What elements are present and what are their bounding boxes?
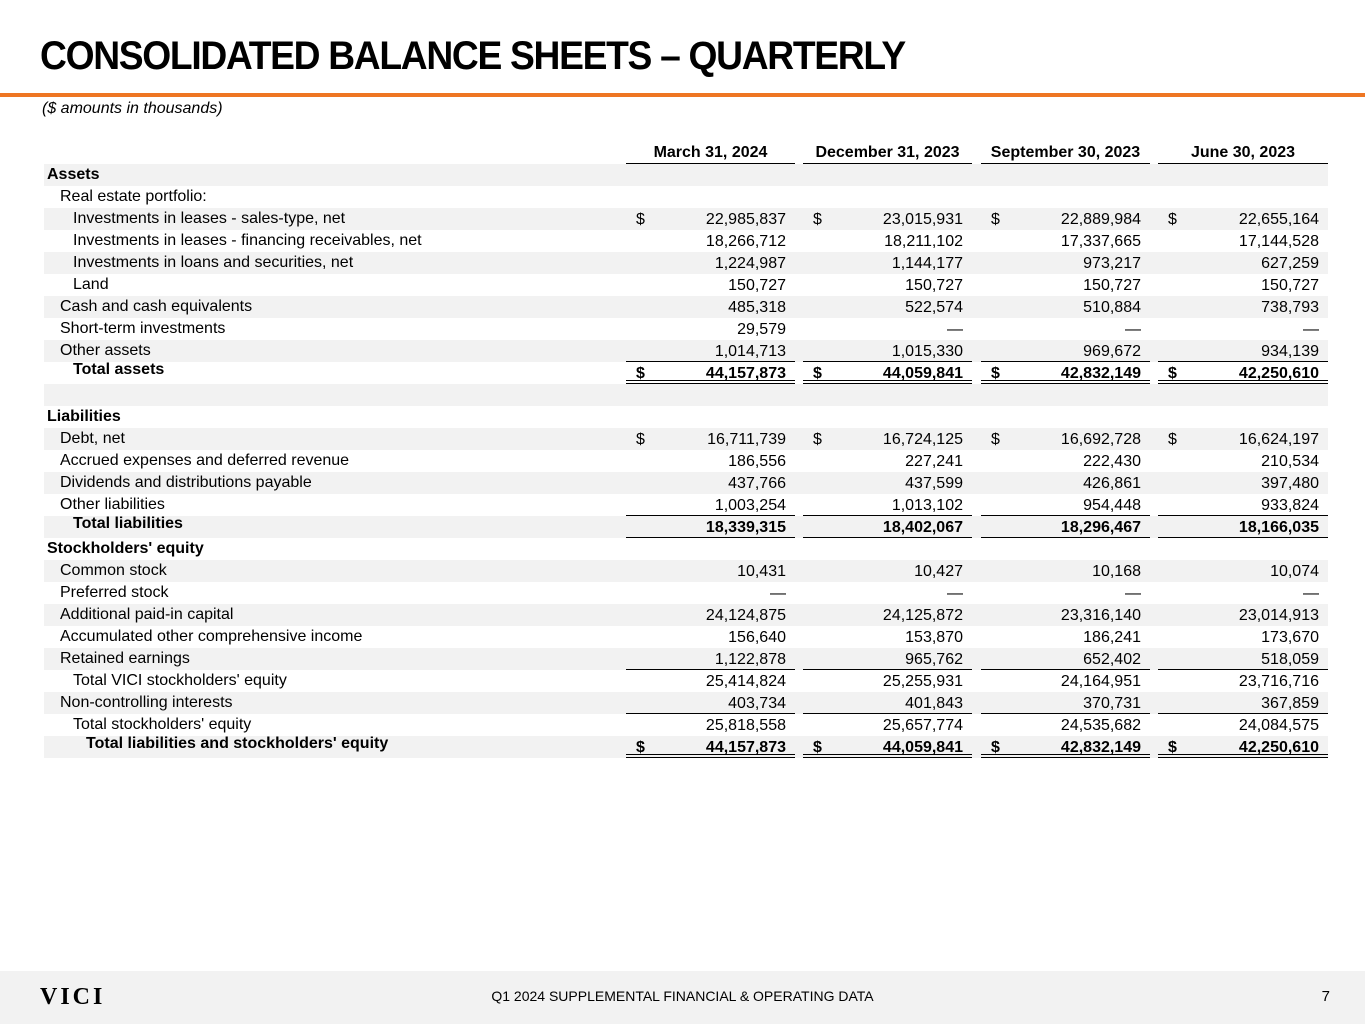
value-cell [1158,274,1328,296]
cell-value: 24,124,875 [705,607,786,624]
currency-symbol: $ [1168,739,1177,756]
cell-value: 42,832,149 [1060,739,1141,756]
cell-value: — [1125,321,1141,338]
cell-value: — [947,321,963,338]
value-cell [981,626,1150,648]
value-cell [803,736,972,758]
cell-value: 44,157,873 [705,365,786,382]
value-cell [1158,208,1328,230]
cell-value: 1,224,987 [714,255,786,272]
cell-value: 25,414,824 [705,673,786,690]
value-cell [626,626,795,648]
cell-value: 16,711,739 [707,431,786,448]
currency-symbol: $ [636,431,645,448]
value-cell [981,252,1150,274]
value-cell [626,494,795,516]
cell-value: 18,339,315 [705,519,786,536]
table-row [44,274,1328,296]
value-cell [981,494,1150,516]
value-cell [1158,516,1328,538]
row-label: Debt, net [60,430,125,447]
page-subtitle: ($ amounts in thousands) [42,100,223,117]
currency-symbol: $ [991,365,1000,382]
cell-value: 18,166,035 [1238,519,1319,536]
table-row [44,604,1328,626]
currency-symbol: $ [636,739,645,756]
value-cell [803,208,972,230]
value-cell [803,604,972,626]
row-label: Investments in leases - sales-type, net [73,210,346,227]
row-label: Land [73,276,109,293]
cell-value: 969,672 [1083,343,1141,360]
cell-value: 25,255,931 [882,673,963,690]
value-cell [803,274,972,296]
cell-value: 23,716,716 [1238,673,1319,690]
column-header: September 30, 2023 [981,143,1150,164]
row-label: Accumulated other comprehensive income [60,628,363,645]
value-cell [626,230,795,252]
cell-value: 437,599 [905,475,963,492]
cell-value: 24,084,575 [1238,717,1319,734]
currency-symbol: $ [1168,211,1177,228]
table-row [44,472,1328,494]
cell-value: 1,014,713 [714,343,786,360]
value-cell [803,318,972,340]
row-label: Cash and cash equivalents [60,298,253,315]
cell-value: 153,870 [905,629,963,646]
row-label: Dividends and distributions payable [60,474,312,491]
cell-value: 42,250,610 [1238,365,1319,382]
footer-text: Q1 2024 SUPPLEMENTAL FINANCIAL & OPERATING DATA [491,988,874,1004]
value-cell [803,494,972,516]
value-cell [1158,252,1328,274]
cell-value: 965,762 [905,651,963,668]
row-label: Investments in leases - financing receivables, net [73,232,422,249]
cell-value: 16,624,197 [1238,431,1319,448]
currency-symbol: $ [813,365,822,382]
value-cell [1158,318,1328,340]
row-label: Total stockholders' equity [73,716,252,733]
value-cell [1158,428,1328,450]
value-cell [626,428,795,450]
table-row [44,384,1328,406]
column-header: June 30, 2023 [1158,143,1328,164]
cell-value: 23,316,140 [1060,607,1141,624]
value-cell [1158,736,1328,758]
value-cell [803,450,972,472]
cell-value: 934,139 [1261,343,1319,360]
value-cell [803,230,972,252]
row-label: Other liabilities [60,496,165,513]
table-row [44,362,1328,384]
cell-value: 24,164,951 [1060,673,1141,690]
value-cell [803,472,972,494]
table-row [44,582,1328,604]
value-cell [981,274,1150,296]
value-cell [803,252,972,274]
cell-value: 16,724,125 [882,431,963,448]
value-cell [626,582,795,604]
table-row [44,164,1328,186]
table-row [44,538,1328,560]
row-label: Investments in loans and securities, net [73,254,354,271]
value-cell [1158,362,1328,384]
table-row [44,208,1328,230]
value-cell [626,560,795,582]
row-label: Accrued expenses and deferred revenue [60,452,350,469]
cell-value: — [770,585,786,602]
currency-symbol: $ [813,431,822,448]
value-cell [626,296,795,318]
row-label: Assets [47,166,100,183]
cell-value: 150,727 [728,277,786,294]
table-row [44,450,1328,472]
cell-value: 10,168 [1092,563,1141,580]
cell-value: 44,059,841 [882,365,963,382]
table-row [44,296,1328,318]
row-label: Total assets [73,361,165,378]
table-row [44,494,1328,516]
footer [0,971,1365,1024]
cell-value: 17,144,528 [1238,233,1319,250]
cell-value: — [947,585,963,602]
currency-symbol: $ [813,739,822,756]
title-rule [0,93,1365,97]
value-cell [1158,450,1328,472]
cell-value: 156,640 [728,629,786,646]
value-cell [1158,560,1328,582]
table-row [44,406,1328,428]
value-cell [981,450,1150,472]
cell-value: 29,579 [737,321,786,338]
value-cell [626,692,795,714]
table-row [44,626,1328,648]
value-cell [981,362,1150,384]
value-cell [626,648,795,670]
value-cell [803,296,972,318]
row-label: Liabilities [47,408,121,425]
cell-value: 22,985,837 [705,211,786,228]
row-label: Total liabilities [73,515,183,532]
value-cell [803,648,972,670]
cell-value: 627,259 [1261,255,1319,272]
currency-symbol: $ [991,211,1000,228]
cell-value: 17,337,665 [1060,233,1141,250]
cell-value: 1,122,878 [714,651,786,668]
cell-value: 403,734 [728,695,786,712]
value-cell [803,516,972,538]
cell-value: 222,430 [1083,453,1141,470]
value-cell [1158,626,1328,648]
table-row [44,692,1328,714]
cell-value: 401,843 [905,695,963,712]
table-body [44,164,1328,758]
value-cell [803,582,972,604]
cell-value: 18,402,067 [882,519,963,536]
cell-value: 1,013,102 [891,497,963,514]
row-label: Common stock [60,562,167,579]
cell-value: 18,211,102 [884,233,963,250]
table-row [44,670,1328,692]
cell-value: 18,296,467 [1060,519,1141,536]
value-cell [1158,296,1328,318]
currency-symbol: $ [813,211,822,228]
value-cell [1158,494,1328,516]
value-cell [626,736,795,758]
currency-symbol: $ [636,211,645,228]
table-row [44,186,1328,208]
cell-value: 44,059,841 [882,739,963,756]
cell-value: 25,818,558 [705,717,786,734]
table-row [44,252,1328,274]
cell-value: 24,125,872 [882,607,963,624]
column-header: March 31, 2024 [626,143,795,164]
row-label: Other assets [60,342,151,359]
page-number: 7 [1321,988,1330,1005]
value-cell [626,362,795,384]
value-cell [1158,670,1328,692]
table-row [44,714,1328,736]
vici-logo: VICI [40,984,106,1010]
currency-symbol: $ [636,365,645,382]
cell-value: 22,655,164 [1238,211,1319,228]
value-cell [1158,582,1328,604]
cell-value: 510,884 [1083,299,1141,316]
value-cell [626,604,795,626]
currency-symbol: $ [991,431,1000,448]
cell-value: 210,534 [1261,453,1319,470]
value-cell [981,208,1150,230]
cell-value: 24,535,682 [1060,717,1141,734]
cell-value: — [1125,585,1141,602]
cell-value: 485,318 [728,299,786,316]
row-label: Stockholders' equity [47,540,204,557]
column-header-row [44,141,1328,164]
table-row [44,318,1328,340]
value-cell [626,274,795,296]
row-label: Preferred stock [60,584,169,601]
table-row [44,516,1328,538]
value-cell [981,296,1150,318]
table-row [44,340,1328,362]
value-cell [626,472,795,494]
currency-symbol: $ [1168,431,1177,448]
value-cell [626,516,795,538]
table-row [44,736,1328,758]
row-label: Additional paid-in capital [60,606,234,623]
value-cell [626,340,795,362]
cell-value: 10,427 [914,563,963,580]
value-cell [981,230,1150,252]
cell-value: 370,731 [1083,695,1141,712]
value-cell [981,560,1150,582]
value-cell [626,670,795,692]
cell-value: 186,556 [728,453,786,470]
value-cell [981,736,1150,758]
cell-value: 173,670 [1261,629,1319,646]
cell-value: 150,727 [1261,277,1319,294]
table-row [44,230,1328,252]
cell-value: 227,241 [905,453,963,470]
value-cell [1158,648,1328,670]
cell-value: 1,015,330 [891,343,963,360]
cell-value: 18,266,712 [705,233,786,250]
row-label: Retained earnings [60,650,190,667]
value-cell [803,340,972,362]
cell-value: 44,157,873 [705,739,786,756]
cell-value: 23,015,931 [882,211,963,228]
value-cell [981,648,1150,670]
cell-value: 367,859 [1261,695,1319,712]
cell-value: 437,766 [728,475,786,492]
value-cell [1158,604,1328,626]
currency-symbol: $ [991,739,1000,756]
table-row [44,428,1328,450]
value-cell [803,428,972,450]
row-label: Short-term investments [60,320,226,337]
cell-value: 522,574 [905,299,963,316]
cell-value: — [1303,321,1319,338]
value-cell [1158,340,1328,362]
value-cell [981,714,1150,736]
cell-value: 973,217 [1083,255,1141,272]
cell-value: 22,889,984 [1060,211,1141,228]
cell-value: 652,402 [1083,651,1141,668]
currency-symbol: $ [1168,365,1177,382]
cell-value: 23,014,913 [1238,607,1319,624]
cell-value: 933,824 [1261,497,1319,514]
value-cell [1158,230,1328,252]
row-label: Total VICI stockholders' equity [73,672,287,689]
cell-value: 42,250,610 [1238,739,1319,756]
value-cell [803,692,972,714]
cell-value: — [1303,585,1319,602]
value-cell [1158,714,1328,736]
cell-value: 42,832,149 [1060,365,1141,382]
cell-value: 10,431 [737,563,786,580]
page-title: CONSOLIDATED BALANCE SHEETS – QUARTERLY [40,34,905,78]
value-cell [981,340,1150,362]
value-cell [626,208,795,230]
cell-value: 1,003,254 [714,497,786,514]
value-cell [803,560,972,582]
cell-value: 738,793 [1261,299,1319,316]
column-header: December 31, 2023 [803,143,972,164]
balance-sheet-table [44,141,1328,758]
cell-value: 1,144,177 [891,255,963,272]
value-cell [981,670,1150,692]
cell-value: 10,074 [1270,563,1319,580]
cell-value: 954,448 [1083,497,1141,514]
value-cell [626,318,795,340]
cell-value: 150,727 [1083,277,1141,294]
value-cell [1158,472,1328,494]
row-label: Total liabilities and stockholders' equity [86,735,389,752]
cell-value: 186,241 [1083,629,1141,646]
value-cell [803,714,972,736]
value-cell [626,714,795,736]
value-cell [626,252,795,274]
value-cell [981,472,1150,494]
value-cell [626,450,795,472]
table-row [44,648,1328,670]
cell-value: 397,480 [1261,475,1319,492]
value-cell [1158,692,1328,714]
cell-value: 426,861 [1083,475,1141,492]
value-cell [803,362,972,384]
cell-value: 150,727 [905,277,963,294]
value-cell [981,582,1150,604]
row-label: Real estate portfolio: [60,188,207,205]
cell-value: 518,059 [1261,651,1319,668]
value-cell [981,692,1150,714]
cell-value: 25,657,774 [882,717,963,734]
value-cell [981,516,1150,538]
row-label: Non-controlling interests [60,694,233,711]
value-cell [803,626,972,648]
value-cell [981,318,1150,340]
table-row [44,560,1328,582]
value-cell [803,670,972,692]
cell-value: 16,692,728 [1060,431,1141,448]
value-cell [981,428,1150,450]
value-cell [981,604,1150,626]
